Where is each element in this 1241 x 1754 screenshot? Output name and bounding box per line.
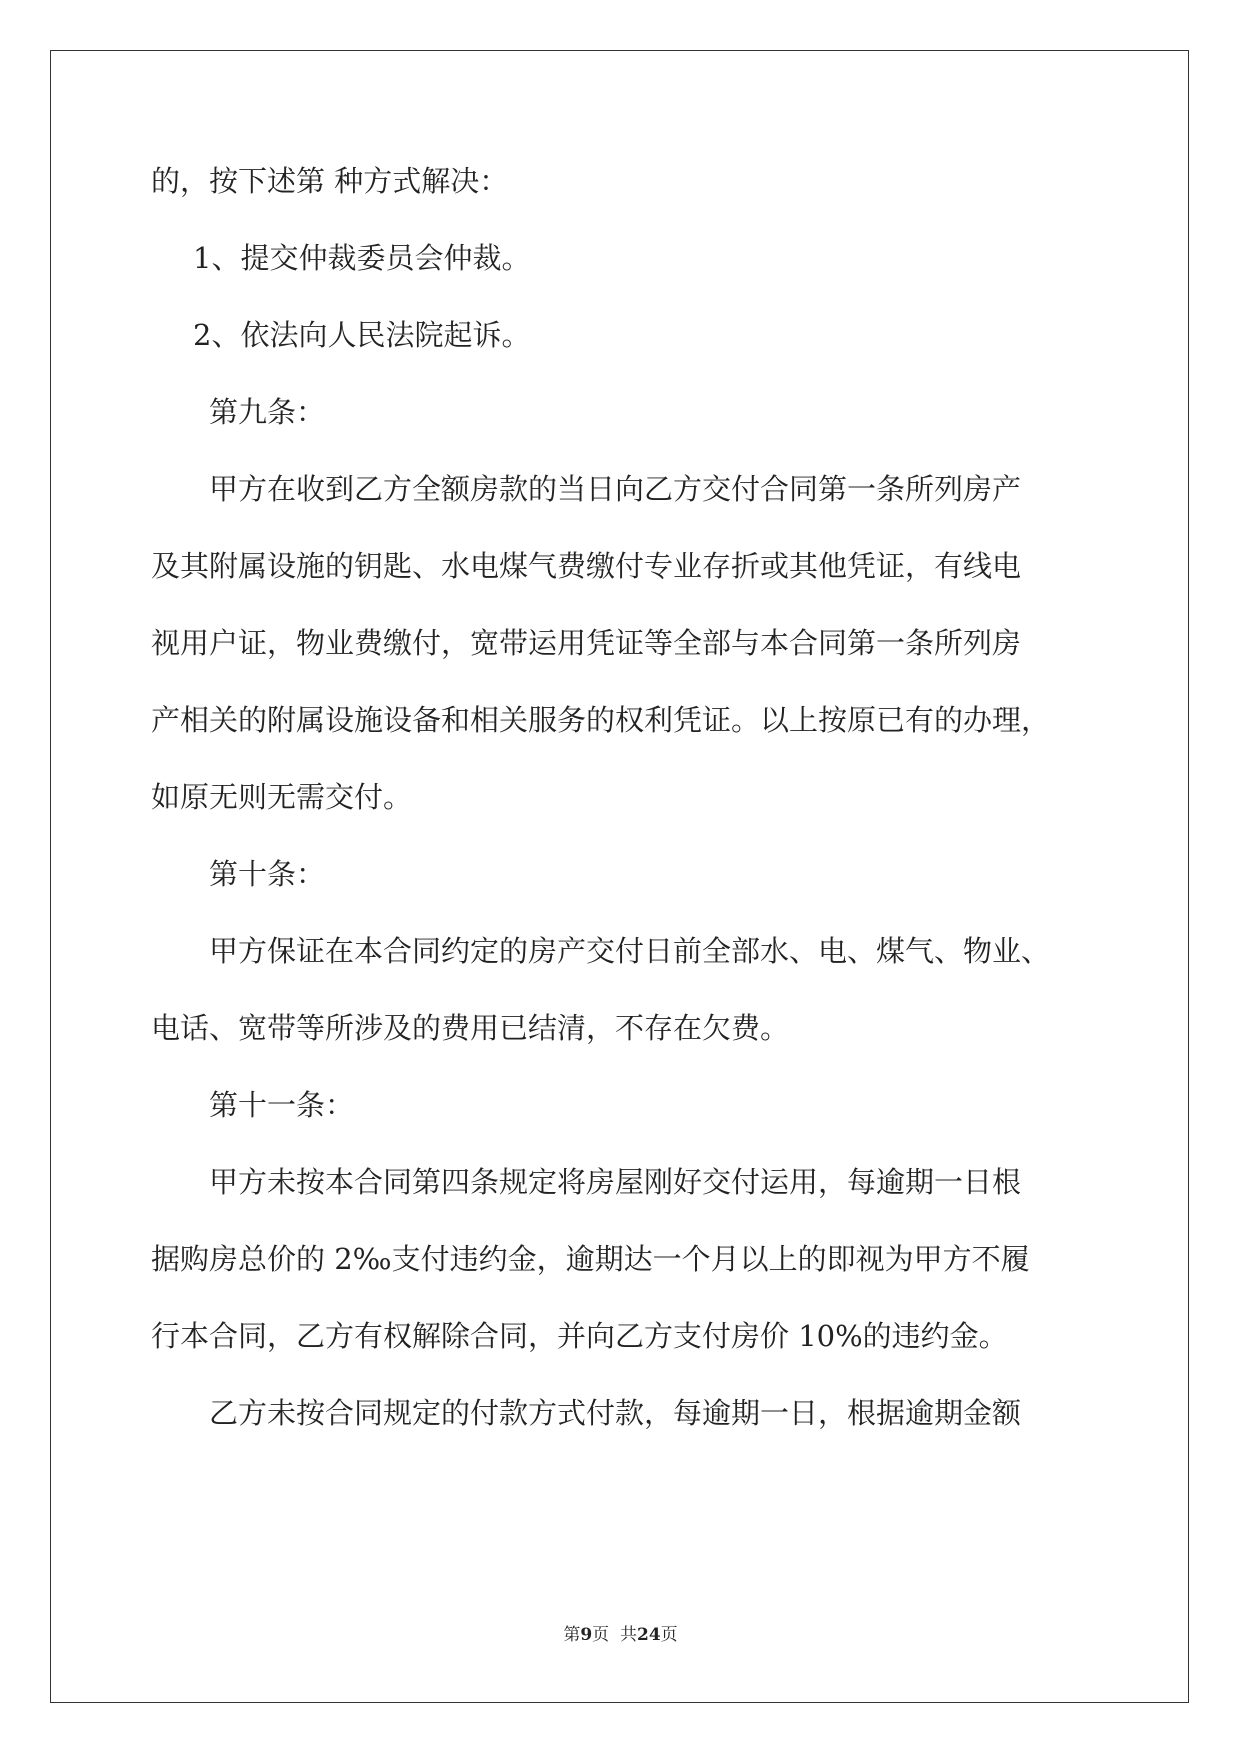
text-line: 产相关的附属设施设备和相关服务的权利凭证。以上按原已有的办理，: [151, 703, 1051, 737]
text-line: 2、依法向人民法院起诉。: [193, 318, 531, 352]
text-line: 乙方未按合同规定的付款方式付款，每逾期一日，根据逾期金额: [209, 1396, 1022, 1430]
text-line: 甲方未按本合同第四条规定将房屋刚好交付运用，每逾期一日根: [209, 1165, 1022, 1199]
section-heading: 第十一条：: [209, 1088, 355, 1122]
text-line: 甲方保证在本合同约定的房产交付日前全部水、电、煤气、物业、: [209, 934, 1051, 968]
text-line: 如原无则无需交付。: [151, 780, 413, 814]
text-line: 据购房总价的 2‰支付违约金，逾期达一个月以上的即视为甲方不履: [151, 1242, 1030, 1276]
text-line: 视用户证，物业费缴付，宽带运用凭证等全部与本合同第一条所列房: [151, 626, 1022, 660]
text-line: 1、提交仲裁委员会仲裁。: [193, 241, 531, 275]
footer-suffix: 页: [660, 1625, 678, 1645]
footer-prefix: 第: [563, 1625, 581, 1645]
text-line: 行本合同，乙方有权解除合同，并向乙方支付房价 10%的违约金。: [151, 1319, 1008, 1353]
text-line: 及其附属设施的钥匙、水电煤气费缴付专业存折或其他凭证，有线电: [151, 549, 1022, 583]
footer-mid: 页 共: [592, 1625, 637, 1645]
section-heading: 第十条：: [209, 857, 326, 891]
text-line: 电话、宽带等所涉及的费用已结清，不存在欠费。: [151, 1011, 790, 1045]
current-page-number: 9: [580, 1625, 593, 1645]
section-heading: 第九条：: [209, 395, 326, 429]
text-line: 甲方在收到乙方全额房款的当日向乙方交付合同第一条所列房产: [209, 472, 1022, 506]
total-page-number: 24: [636, 1625, 661, 1645]
text-line: 的，按下述第 种方式解决：: [151, 164, 509, 198]
page-footer: [0, 1620, 1241, 1645]
